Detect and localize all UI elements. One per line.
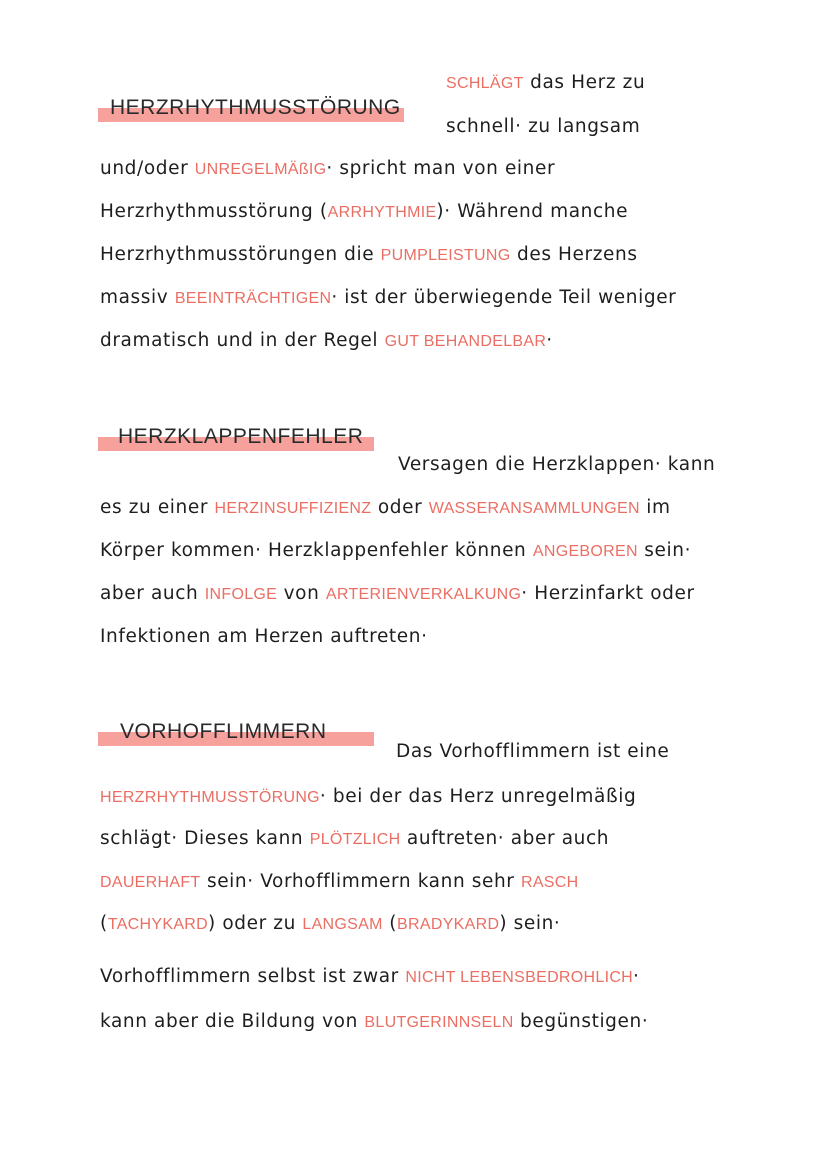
text-segment: kann aber die Bildung von — [100, 1011, 365, 1032]
heading-text: HERZRHYTHMUSSTÖRUNG — [110, 96, 401, 119]
text-segment: von — [277, 583, 326, 604]
text-segment: Körper kommen· Herzklappenfehler können — [100, 540, 533, 561]
text-segment: sein· Vorhofflimmern kann sehr — [200, 871, 521, 892]
text-segment: begünstigen· — [513, 1011, 649, 1032]
text-segment: massiv — [100, 287, 175, 308]
text-segment: · — [546, 330, 553, 351]
text-line — [100, 330, 553, 351]
text-line — [100, 1011, 648, 1032]
highlighted-term: ANGEBOREN — [532, 543, 638, 560]
text-line — [100, 201, 628, 222]
text-line — [100, 913, 560, 934]
highlighted-term: INFOLGE — [204, 586, 278, 603]
text-segment: oder — [371, 497, 429, 518]
text-line — [100, 966, 640, 987]
highlighted-term: BLUTGERINNSELN — [364, 1014, 514, 1031]
text-segment: · Herzinfarkt oder — [521, 583, 695, 604]
highlighted-term: ARTERIENVERKALKUNG — [325, 586, 522, 603]
text-segment: schlägt· Dieses kann — [100, 828, 310, 849]
heading-vorhofflimmern — [98, 710, 374, 750]
text-line — [446, 72, 645, 93]
text-segment: es zu einer — [100, 497, 215, 518]
highlighted-term: HERZINSUFFIZIENZ — [214, 500, 372, 517]
highlighted-term: NICHT LEBENSBEDROHLICH — [405, 969, 634, 986]
text-line — [100, 828, 609, 849]
text-segment: dramatisch und in der Regel — [100, 330, 385, 351]
text-segment: · bei der das Herz unregelmäßig — [319, 786, 637, 807]
text-segment: ) oder zu — [208, 913, 303, 934]
highlighted-term: ARRHYTHMIE — [327, 204, 437, 221]
text-segment: auftreten· aber auch — [400, 828, 610, 849]
text-segment: )· Während manche — [436, 201, 629, 222]
text-line — [100, 287, 676, 308]
text-line — [100, 786, 636, 807]
heading-herzklappenfehler — [98, 415, 374, 455]
text-segment: ) sein· — [499, 913, 561, 934]
text-segment: Infektionen am Herzen auftreten· — [100, 626, 428, 647]
text-line — [100, 871, 579, 892]
text-segment: und/oder — [100, 158, 195, 179]
text-line — [100, 244, 638, 265]
highlighted-term: UNREGELMÄßIG — [194, 161, 327, 178]
highlighted-term: DAUERHAFT — [100, 874, 201, 891]
text-segment: Das Vorhofflimmern ist eine — [396, 741, 670, 762]
highlighted-term: SCHLÄGT — [446, 75, 524, 92]
text-segment: des Herzens — [510, 244, 638, 265]
highlighted-term: PLÖTZLICH — [309, 831, 401, 848]
text-line — [100, 626, 428, 647]
text-segment: sein· — [637, 540, 692, 561]
heading-text: HERZKLAPPENFEHLER — [118, 425, 364, 448]
text-segment: ( — [382, 913, 398, 934]
text-line — [100, 497, 671, 518]
text-segment: Vorhofflimmern selbst ist zwar — [100, 966, 406, 987]
text-segment: aber auch — [100, 583, 205, 604]
highlighted-term: PUMPLEISTUNG — [380, 247, 511, 264]
text-line — [446, 116, 640, 137]
highlighted-term: TACHYKARD — [107, 916, 209, 933]
text-segment: schnell· zu langsam — [446, 116, 641, 137]
heading-text: VORHOFFLIMMERN — [120, 720, 327, 743]
text-line — [100, 583, 695, 604]
text-line — [398, 454, 715, 475]
text-segment: Herzrhythmusstörungen die — [100, 244, 381, 265]
highlighted-term: HERZRHYTHMUSSTÖRUNG — [100, 789, 320, 806]
highlighted-term: LANGSAM — [302, 916, 383, 933]
text-segment: im — [639, 497, 671, 518]
text-segment: Versagen die Herzklappen· kann — [398, 454, 716, 475]
highlighted-term: GUT BEHANDELBAR — [384, 333, 547, 350]
highlighted-term: RASCH — [520, 874, 579, 891]
text-segment: das Herz zu — [523, 72, 646, 93]
text-segment: · — [633, 966, 640, 987]
highlighted-term: BRADYKARD — [397, 916, 500, 933]
text-segment: Herzrhythmusstörung ( — [100, 201, 328, 222]
highlighted-term: WASSERANSAMMLUNGEN — [428, 500, 640, 517]
text-line — [100, 540, 691, 561]
text-segment: · ist der überwiegende Teil weniger — [331, 287, 677, 308]
text-segment: · spricht man von einer — [326, 158, 556, 179]
text-line — [396, 741, 669, 762]
text-segment: ( — [100, 913, 108, 934]
text-line — [100, 158, 555, 179]
heading-herzrhythmusstoerung — [98, 86, 404, 126]
highlighted-term: BEEINTRÄCHTIGEN — [174, 290, 332, 307]
